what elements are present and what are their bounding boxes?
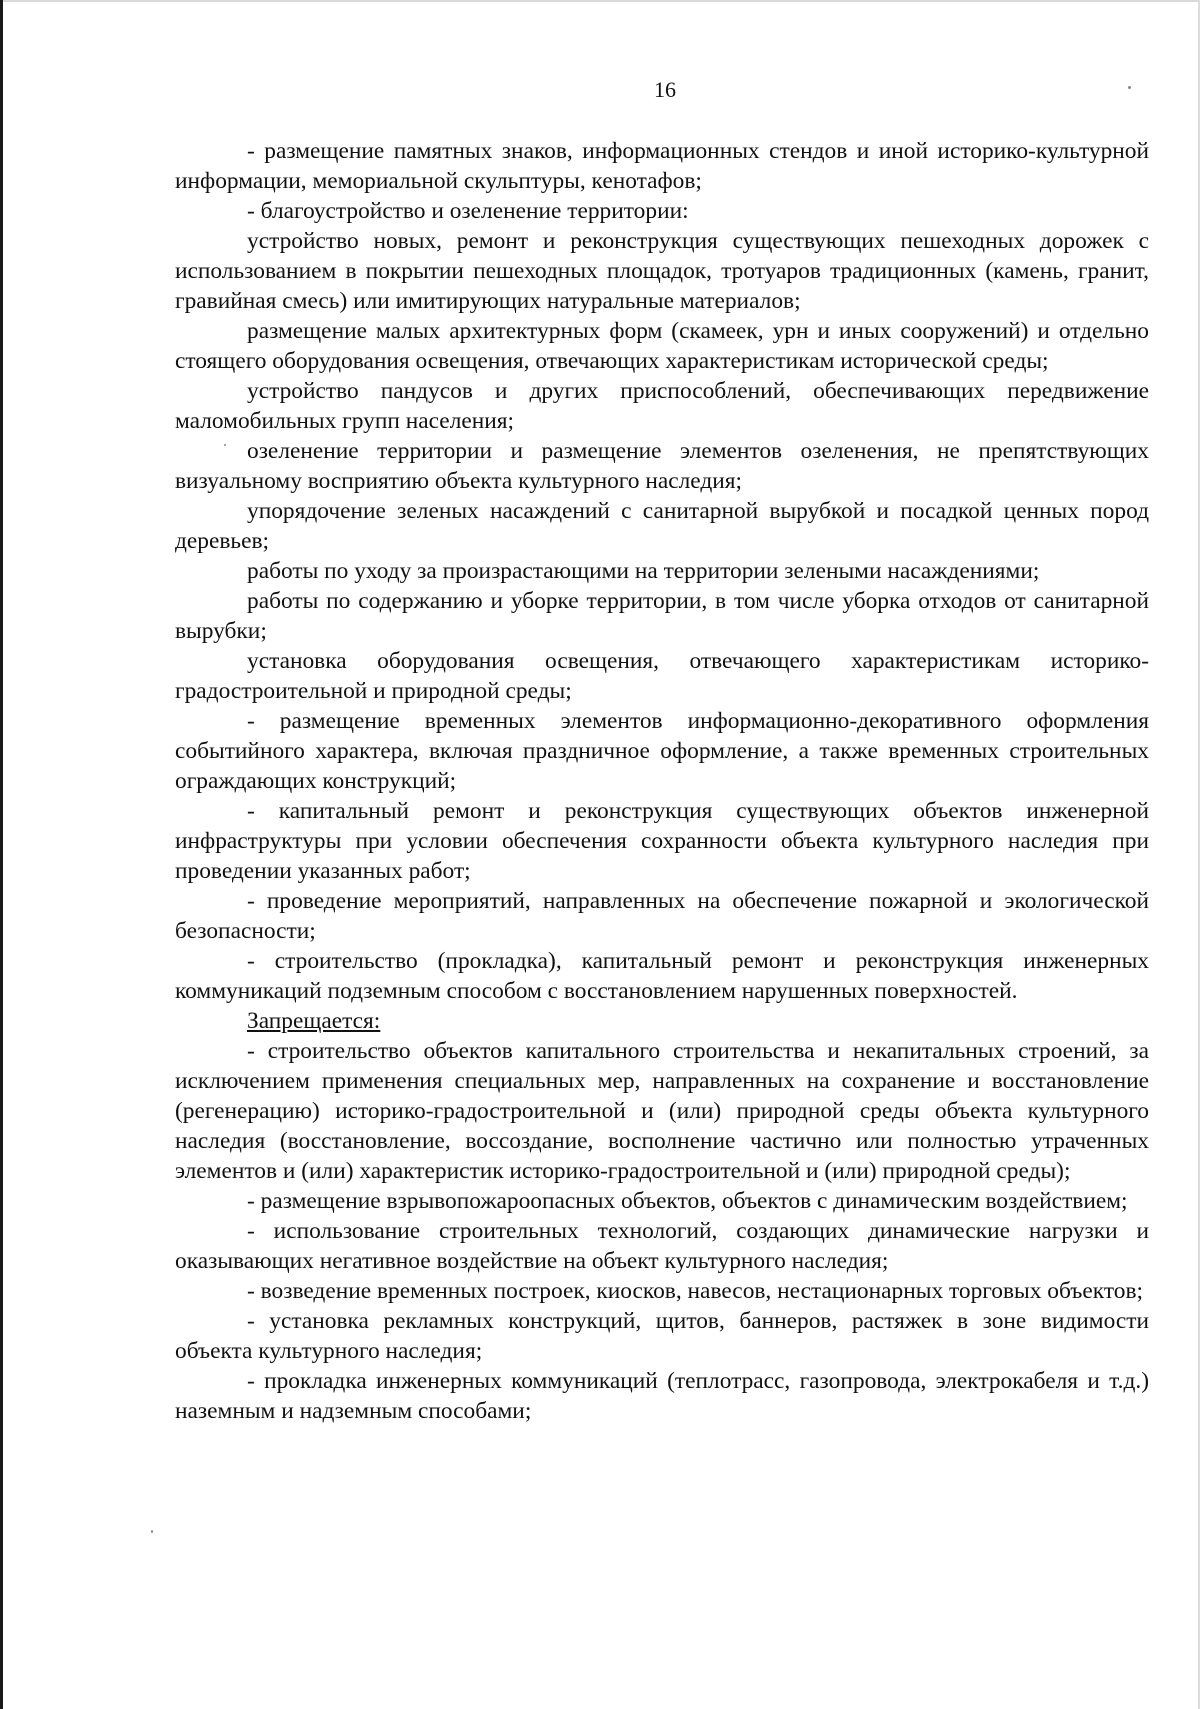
paragraph: установка оборудования освещения, отвечающего характеристикам историко-градостроительной и природной среды; bbox=[175, 648, 1149, 704]
document-body bbox=[175, 136, 1149, 1426]
paragraph: размещение малых архитектурных форм (скамеек, урн и иных сооружений) и отдельно стоящего оборудования освещения, отвечающих характеристикам исторической среды; bbox=[175, 318, 1149, 374]
paragraph: озеленение территории и размещение элементов озеленения, не препятствующих визуальному восприятию объекта культурного наследия; bbox=[175, 438, 1149, 494]
paragraph: - размещение памятных знаков, информационных стендов и иной историко-культурной информации, мемориальной скульптуры, кенотафов; bbox=[175, 138, 1149, 194]
scan-speck bbox=[151, 1530, 153, 1533]
paragraph: устройство новых, ремонт и реконструкция существующих пешеходных дорожек с использованием в покрытии пешеходных площадок, тротуаров традиционных (камень, гранит, гравийная смесь) или имитирующих натуральные материалов; bbox=[175, 228, 1149, 314]
paragraph: устройство пандусов и других приспособлений, обеспечивающих передвижение маломобильных групп населения; bbox=[175, 378, 1149, 434]
paragraph: - благоустройство и озеленение территории: bbox=[247, 198, 689, 224]
page-number: 16 bbox=[654, 77, 676, 102]
prohibited-heading-text: Запрещается: bbox=[247, 1008, 381, 1034]
scan-border-top bbox=[0, 0, 1200, 2]
paragraph: работы по содержанию и уборке территории, в том числе уборка отходов от санитарной вырубки; bbox=[175, 588, 1149, 644]
prohibited-item: - установка рекламных конструкций, щитов, баннеров, растяжек в зоне видимости объекта культурного наследия; bbox=[175, 1308, 1149, 1364]
prohibited-item: - прокладка инженерных коммуникаций (теплотрасс, газопровода, электрокабеля и т.д.) наземным и надземным способами; bbox=[175, 1368, 1149, 1424]
paragraph: работы по уходу за произрастающими на территории зелеными насаждениями; bbox=[247, 558, 1040, 584]
prohibited-item: - возведение временных построек, киосков, навесов, нестационарных торговых объектов; bbox=[247, 1278, 1143, 1304]
paragraph: упорядочение зеленых насаждений с санитарной вырубкой и посадкой ценных пород деревьев; bbox=[175, 498, 1149, 554]
prohibited-item: - использование строительных технологий, создающих динамические нагрузки и оказывающих негативное воздействие на объект культурного наследия; bbox=[175, 1218, 1149, 1274]
prohibited-item: - строительство объектов капитального строительства и некапитальных строений, за исключением применения специальных мер, направленных на сохранение и восстановление (регенерацию) историко-градостроительной и (или) природной среды объекта культурного наследия (восстановление, воссоздание, восполнение частично или полностью утраченных элементов и (или) характеристик историко-градостроительной и (или) природной среды); bbox=[175, 1038, 1149, 1184]
scan-border-left bbox=[0, 0, 3, 1709]
prohibited-item: - размещение взрывопожароопасных объектов, объектов с динамическим воздействием; bbox=[247, 1188, 1128, 1214]
prohibited-heading bbox=[175, 1006, 1149, 1036]
paragraph: - проведение мероприятий, направленных на обеспечение пожарной и экологической безопасности; bbox=[175, 888, 1149, 944]
paragraph: - строительство (прокладка), капитальный ремонт и реконструкция инженерных коммуникаций подземным способом с восстановлением нарушенных поверхностей. bbox=[175, 948, 1149, 1004]
paragraph: - капитальный ремонт и реконструкция существующих объектов инженерной инфраструктуры при условии обеспечения сохранности объекта культурного наследия при проведении указанных работ; bbox=[175, 798, 1149, 884]
paragraph: - размещение временных элементов информационно-декоративного оформления событийного характера, включая праздничное оформление, а также временных строительных ограждающих конструкций; bbox=[175, 708, 1149, 794]
